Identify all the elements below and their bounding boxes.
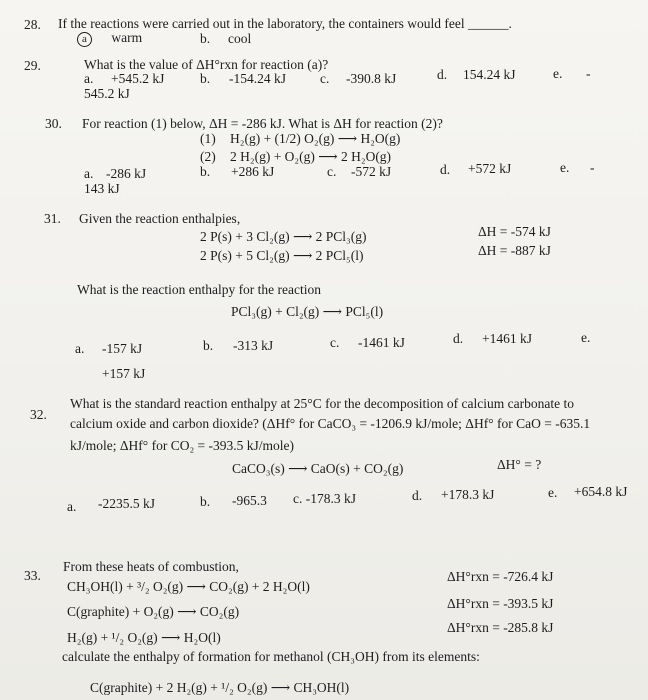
q28-option-a[interactable] <box>77 31 142 47</box>
q29-option-a-value: +545.2 kJ <box>111 71 165 86</box>
q29-option-e-value: 545.2 kJ <box>84 86 130 101</box>
q28-option-b-text: cool <box>228 31 252 46</box>
q29-number: 29. <box>24 58 41 73</box>
q32-option-e-value: +654.8 kJ <box>574 484 628 499</box>
q29-option-e-letter[interactable]: e. <box>553 66 563 81</box>
q30-option-c-letter[interactable]: c. <box>327 164 337 179</box>
q29-option-c-value: -390.8 kJ <box>346 71 397 86</box>
q31-target-reaction: PCl₃(g) + Cl₂(g) ⟶ PCl₅(l) <box>231 304 384 319</box>
q32-option-a-letter[interactable]: a. <box>67 499 77 514</box>
q33-reaction-1-dh: ΔH°rxn = -726.4 kJ <box>447 569 554 584</box>
q29-option-d-value: 154.24 kJ <box>463 67 516 82</box>
q30-option-b-letter[interactable]: b. <box>200 164 211 179</box>
q31-option-d-value: +1461 kJ <box>482 331 532 346</box>
q31-stem: Given the reaction enthalpies, <box>79 211 241 226</box>
q30-option-c-value: -572 kJ <box>351 164 392 179</box>
q29-option-b-value: -154.24 kJ <box>229 71 286 86</box>
q30-option-a-letter[interactable]: a. <box>84 166 94 181</box>
q31-reaction-2-dh: ΔH = -887 kJ <box>478 243 551 258</box>
q29-option-b-letter[interactable]: b. <box>200 71 211 86</box>
q33-number: 33. <box>24 568 41 583</box>
q32-stem-line-2: calcium oxide and carbon dioxide? (ΔHf° for CaCO₃ = -1206.9 kJ/mole; ΔHf° for CaO = -635.1 <box>70 416 591 431</box>
q31-option-b-letter[interactable]: b. <box>203 338 214 353</box>
q30-reaction-2-label: (2) <box>200 149 216 164</box>
q31-reaction-2: 2 P(s) + 5 Cl₂(g) ⟶ 2 PCl₅(l) <box>200 248 364 263</box>
q33-reaction-2-dh: ΔH°rxn = -393.5 kJ <box>447 596 554 611</box>
q30-stem: For reaction (1) below, ΔH = -286 kJ. What is ΔH for reaction (2)? <box>82 116 443 131</box>
q32-number: 32. <box>30 407 47 422</box>
q30-number: 30. <box>45 116 62 131</box>
q30-option-e-value: 143 kJ <box>84 181 120 196</box>
q33-stem: From these heats of combustion, <box>63 559 239 574</box>
q30-reaction-1-label: (1) <box>200 131 216 146</box>
q31-reaction-1-dh: ΔH = -574 kJ <box>478 224 551 239</box>
q32-option-b-letter[interactable]: b. <box>200 494 211 509</box>
q29-option-e-dash: - <box>586 66 591 81</box>
q32-option-a-value: -2235.5 kJ <box>98 496 155 511</box>
q30-option-a-value: -286 kJ <box>106 166 147 181</box>
q33-question: calculate the enthalpy of formation for methanol (CH₃OH) from its elements: <box>62 649 480 664</box>
q30-option-d-value: +572 kJ <box>468 161 512 176</box>
q33-reaction-3-dh: ΔH°rxn = -285.8 kJ <box>447 620 554 635</box>
q32-stem-line-3: kJ/mole; ΔHf° for CO₂ = -393.5 kJ/mole) <box>70 438 295 453</box>
q31-option-e-letter[interactable]: e. <box>581 330 591 345</box>
q31-number: 31. <box>44 211 61 226</box>
q30-option-e-letter[interactable]: e. <box>560 160 570 175</box>
q32-option-e-letter[interactable]: e. <box>548 485 558 500</box>
q31-reaction-1: 2 P(s) + 3 Cl₂(g) ⟶ 2 PCl₃(g) <box>200 229 367 244</box>
q31-option-d-letter[interactable]: d. <box>453 331 464 346</box>
q28-option-a-text: warm <box>111 30 143 45</box>
q31-question: What is the reaction enthalpy for the reaction <box>77 282 322 297</box>
q29-option-d-letter[interactable]: d. <box>437 67 448 82</box>
q28-option-b-letter[interactable]: b. <box>200 31 211 46</box>
q33-reaction-3: H₂(g) + ¹/₂ O₂(g) ⟶ H₂O(l) <box>67 630 221 645</box>
q30-option-b-value: +286 kJ <box>231 164 275 179</box>
q32-reaction: CaCO₃(s) ⟶ CaO(s) + CO₂(g) <box>232 461 404 476</box>
q28-stem: If the reactions were carried out in the laboratory, the containers would feel ______. <box>58 16 512 31</box>
q30-option-d-letter[interactable]: d. <box>440 162 451 177</box>
q30-reaction-1: H₂(g) + (1/2) O₂(g) ⟶ H₂O(g) <box>230 131 401 146</box>
q33-reaction-2: C(graphite) + O₂(g) ⟶ CO₂(g) <box>67 604 240 619</box>
q33-target-reaction: C(graphite) + 2 H₂(g) + ¹/₂ O₂(g) ⟶ CH₃OH(l) <box>90 680 350 695</box>
q31-option-c-value: -1461 kJ <box>358 335 405 350</box>
q31-option-c-letter[interactable]: c. <box>330 335 340 350</box>
q30-option-e-dash: - <box>590 160 595 175</box>
q33-reaction-1: CH₃OH(l) + ³/₂ O₂(g) ⟶ CO₂(g) + 2 H₂O(l) <box>67 579 310 594</box>
q32-stem-line-1: What is the standard reaction enthalpy at 25°C for the decomposition of calcium carbonate to <box>70 396 574 411</box>
q32-option-d-letter[interactable]: d. <box>412 488 423 503</box>
q32-option-d-value: +178.3 kJ <box>441 487 495 502</box>
q32-option-c[interactable]: c. -178.3 kJ <box>293 491 356 506</box>
q30-reaction-2: 2 H₂(g) + O₂(g) ⟶ 2 H₂O(g) <box>230 149 392 164</box>
q28-option-a-letter: a <box>77 32 92 47</box>
q31-option-e-value: +157 kJ <box>102 366 146 381</box>
q31-option-a-value: -157 kJ <box>102 341 143 356</box>
q32-option-b-value: -965.3 <box>232 493 267 508</box>
q32-dh: ΔH° = ? <box>497 457 542 472</box>
q29-stem: What is the value of ΔH°rxn for reaction (a)? <box>84 57 329 72</box>
q29-option-c-letter[interactable]: c. <box>320 71 330 86</box>
q31-option-b-value: -313 kJ <box>233 338 274 353</box>
q28-number: 28. <box>24 17 41 32</box>
q29-option-a-letter[interactable]: a. <box>84 71 94 86</box>
q31-option-a-letter[interactable]: a. <box>75 341 85 356</box>
